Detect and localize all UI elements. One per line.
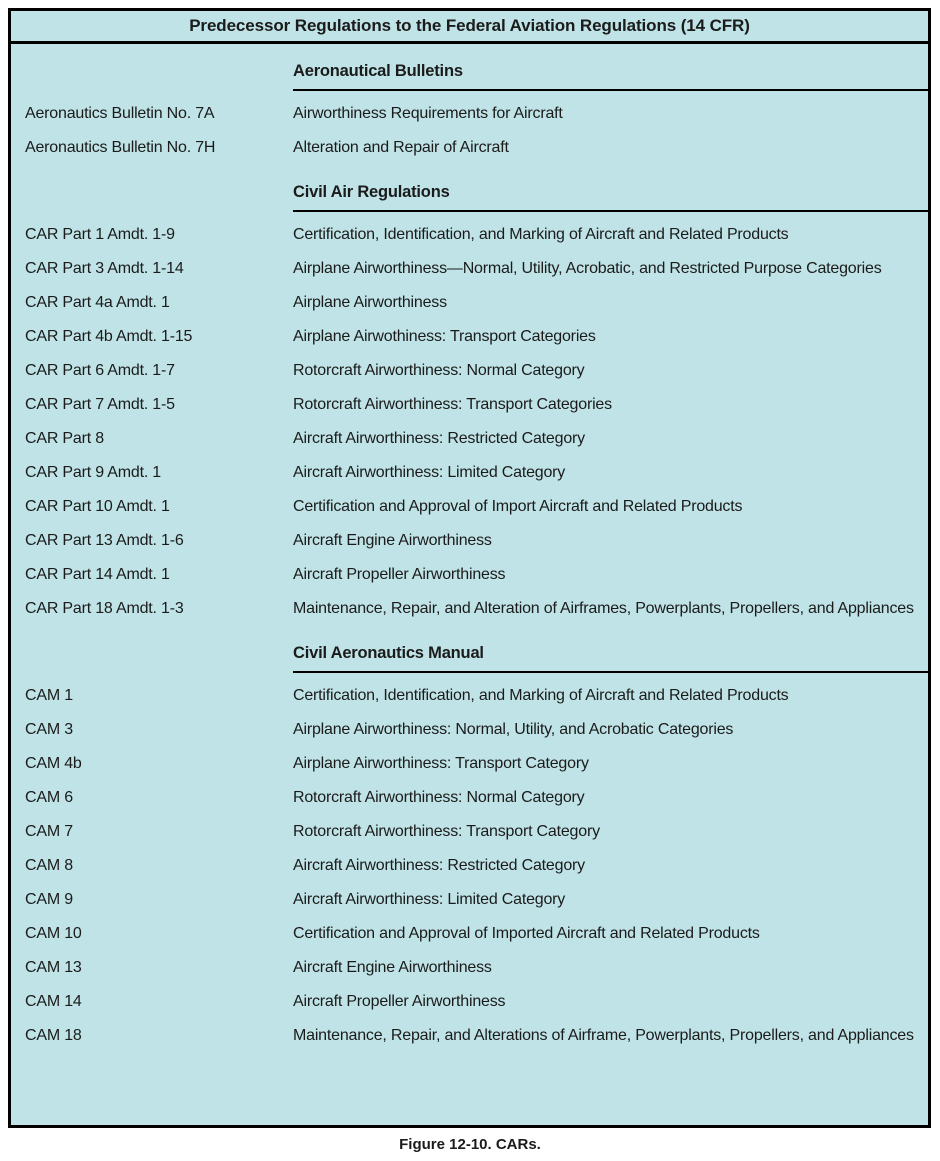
table-row	[11, 320, 928, 354]
table-row	[11, 985, 928, 1019]
regulation-ref: CAR Part 14 Amdt. 1	[25, 566, 170, 583]
table-row	[11, 679, 928, 713]
regulation-desc: Airplane Airworthiness—Normal, Utility, Acrobatic, and Restricted Purpose Categories	[293, 260, 882, 277]
table-row	[11, 815, 928, 849]
predecessor-regulations-table	[8, 8, 931, 1128]
regulation-ref: CAM 10	[25, 925, 82, 942]
regulation-ref: CAM 3	[25, 721, 73, 738]
table-row	[11, 218, 928, 252]
table-body	[11, 58, 928, 1059]
regulation-ref: CAR Part 1 Amdt. 1-9	[25, 226, 175, 243]
regulation-ref: CAR Part 6 Amdt. 1-7	[25, 362, 175, 379]
figure-caption: Figure 12-10. CARs.	[399, 1136, 541, 1153]
table-row	[11, 951, 928, 985]
table-row	[11, 131, 928, 165]
regulation-ref: CAR Part 7 Amdt. 1-5	[25, 396, 175, 413]
regulation-desc: Maintenance, Repair, and Alterations of Airframe, Powerplants, Propellers, and Appliances	[293, 1027, 914, 1044]
table-row	[11, 490, 928, 524]
regulation-desc: Aircraft Airworthiness: Limited Category	[293, 464, 566, 481]
table-row	[11, 252, 928, 286]
table-row	[11, 883, 928, 917]
regulation-ref: CAM 7	[25, 823, 73, 840]
regulation-ref: CAR Part 3 Amdt. 1-14	[25, 260, 184, 277]
table-row	[11, 422, 928, 456]
table-row	[11, 558, 928, 592]
regulation-desc: Airworthiness Requirements for Aircraft	[293, 105, 563, 122]
table-row	[11, 747, 928, 781]
regulation-ref: CAM 14	[25, 993, 82, 1010]
regulation-desc: Rotorcraft Airworthiness: Transport Category	[293, 823, 600, 840]
table-row	[11, 286, 928, 320]
table-row	[11, 524, 928, 558]
regulation-desc: Rotorcraft Airworthiness: Normal Category	[293, 789, 585, 806]
regulation-ref: CAR Part 4a Amdt. 1	[25, 294, 170, 311]
section-civil-air-regulations	[11, 179, 928, 626]
regulation-desc: Aircraft Propeller Airworthiness	[293, 993, 506, 1010]
regulation-ref: CAR Part 10 Amdt. 1	[25, 498, 170, 515]
table-row	[11, 354, 928, 388]
table-row	[11, 97, 928, 131]
regulation-ref: CAR Part 13 Amdt. 1-6	[25, 532, 184, 549]
regulation-ref: Aeronautics Bulletin No. 7A	[25, 105, 215, 122]
section-header-row	[11, 179, 928, 212]
regulation-desc: Airplane Airworthiness	[293, 294, 447, 311]
regulation-desc: Maintenance, Repair, and Alteration of Airframes, Powerplants, Propellers, and Appliances	[293, 600, 914, 617]
regulation-desc: Certification and Approval of Imported Aircraft and Related Products	[293, 925, 760, 942]
regulation-ref: CAM 8	[25, 857, 73, 874]
regulation-ref: CAR Part 18 Amdt. 1-3	[25, 600, 184, 617]
regulation-ref: CAM 18	[25, 1027, 82, 1044]
table-row	[11, 1019, 928, 1053]
regulation-desc: Aircraft Engine Airworthiness	[293, 532, 492, 549]
regulation-desc: Aircraft Propeller Airworthiness	[293, 566, 506, 583]
regulation-desc: Aircraft Airworthiness: Restricted Category	[293, 430, 585, 447]
regulation-desc: Airplane Airworthiness: Transport Category	[293, 755, 589, 772]
regulation-ref: Aeronautics Bulletin No. 7H	[25, 139, 216, 156]
table-row	[11, 917, 928, 951]
regulation-desc: Certification, Identification, and Marking of Aircraft and Related Products	[293, 226, 789, 243]
regulation-ref: CAM 6	[25, 789, 73, 806]
table-row	[11, 849, 928, 883]
section-header-row	[11, 58, 928, 91]
section-header-label: Civil Aeronautics Manual	[293, 640, 928, 673]
regulation-ref: CAR Part 9 Amdt. 1	[25, 464, 162, 481]
section-aeronautical-bulletins	[11, 58, 928, 165]
regulation-desc: Aircraft Airworthiness: Limited Category	[293, 891, 566, 908]
regulation-ref: CAM 13	[25, 959, 82, 976]
section-header-label: Aeronautical Bulletins	[293, 58, 928, 91]
table-row	[11, 781, 928, 815]
regulation-desc: Airplane Airwothiness: Transport Categories	[293, 328, 596, 345]
regulation-ref: CAM 4b	[25, 755, 82, 772]
regulation-desc: Aircraft Airworthiness: Restricted Category	[293, 857, 585, 874]
regulation-desc: Alteration and Repair of Aircraft	[293, 139, 509, 156]
regulation-ref: CAR Part 4b Amdt. 1-15	[25, 328, 193, 345]
table-row	[11, 456, 928, 490]
section-civil-aeronautics-manual	[11, 640, 928, 1053]
regulation-desc: Certification and Approval of Import Aircraft and Related Products	[293, 498, 743, 515]
regulation-desc: Certification, Identification, and Marking of Aircraft and Related Products	[293, 687, 789, 704]
regulation-desc: Airplane Airworthiness: Normal, Utility, and Acrobatic Categories	[293, 721, 734, 738]
table-row	[11, 388, 928, 422]
regulation-desc: Rotorcraft Airworthiness: Normal Category	[293, 362, 585, 379]
table-row	[11, 592, 928, 626]
regulation-ref: CAM 9	[25, 891, 73, 908]
regulation-ref: CAR Part 8	[25, 430, 104, 447]
section-header-row	[11, 640, 928, 673]
table-title: Predecessor Regulations to the Federal Aviation Regulations (14 CFR)	[11, 11, 928, 44]
regulation-desc: Aircraft Engine Airworthiness	[293, 959, 492, 976]
regulation-ref: CAM 1	[25, 687, 73, 704]
regulation-desc: Rotorcraft Airworthiness: Transport Categories	[293, 396, 612, 413]
table-row	[11, 713, 928, 747]
section-header-label: Civil Air Regulations	[293, 179, 928, 212]
